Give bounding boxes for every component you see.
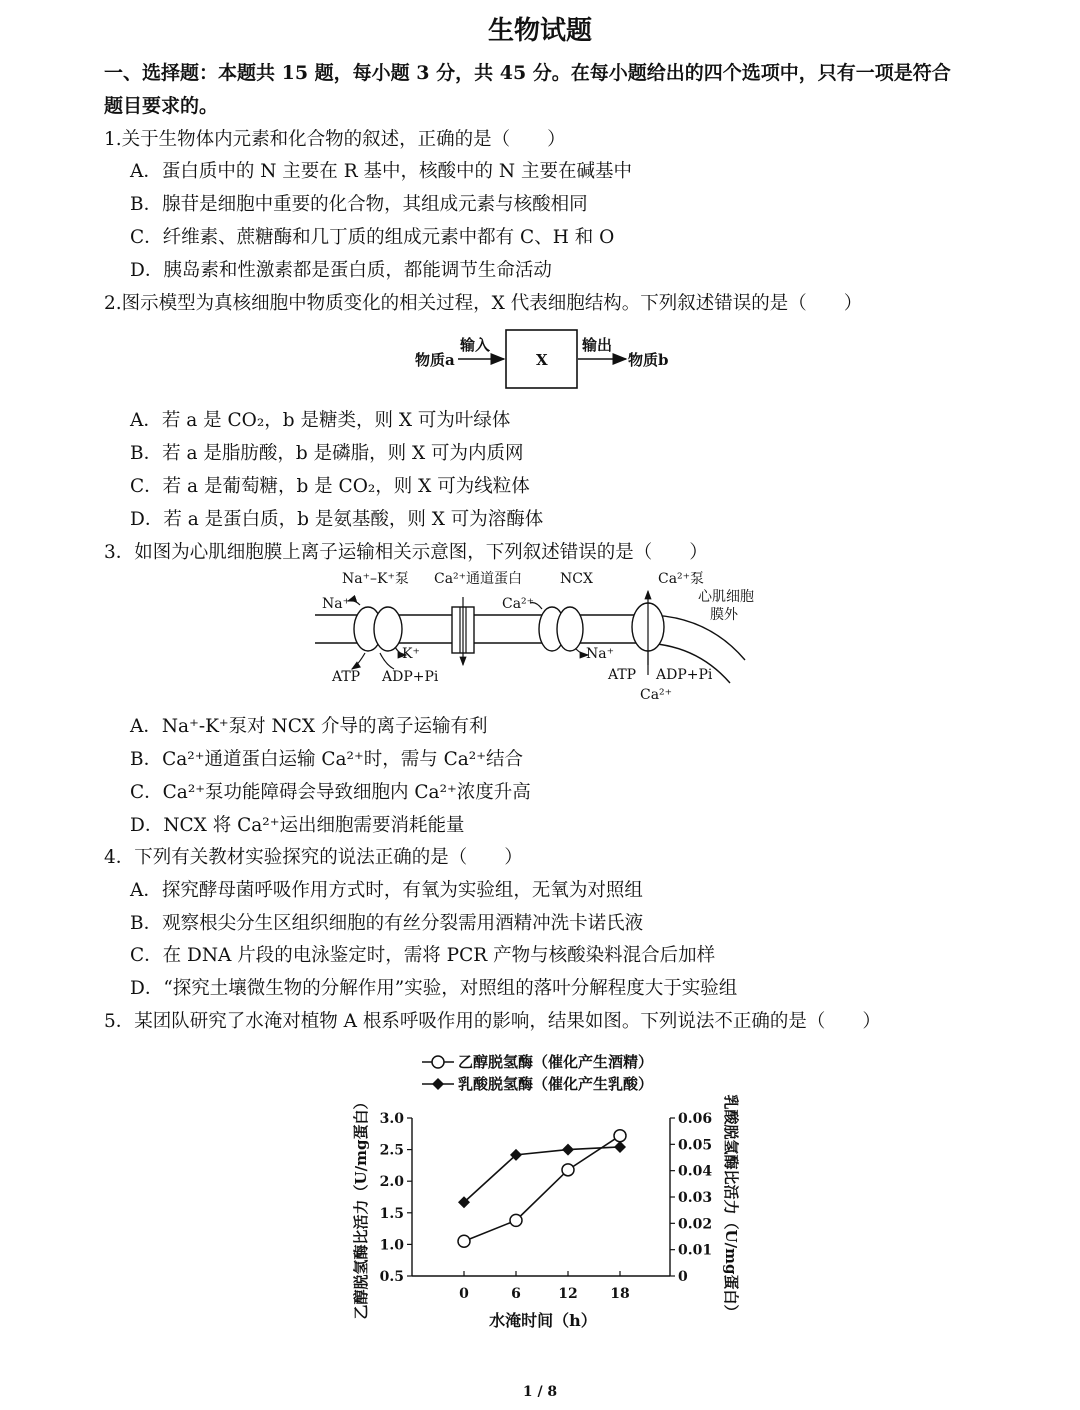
section-heading-line1: 一、选择题：本题共 15 题，每小题 3 分，共 45 分。在每小题给出的四个选项中，只有一项是符合 [104,62,951,84]
left-tick-label: 1.5 [379,1205,404,1222]
q1-stem: 1.关于生物体内元素和化合物的叙述，正确的是（ ） [104,129,566,150]
right-tick-label: 0.05 [678,1137,713,1154]
outside-label-line1: 心肌细胞 [698,589,754,605]
q4-stem: 4．下列有关教材实验探究的说法正确的是（ ） [104,847,523,868]
x-tick-label: 6 [511,1286,521,1302]
page-title: 生物试题 [487,16,592,46]
q2-stem: 2.图示模型为真核细胞中物质变化的相关过程，X 代表细胞结构。下列叙述错误的是（ ） [104,293,863,314]
legend-marker-circle [432,1056,444,1068]
ca-channel-label: Ca²⁺通道蛋白 [434,571,523,587]
ncx-right-half [557,607,583,651]
q3-option-b: B．Ca²⁺通道蛋白运输 Ca²⁺时，需与 Ca²⁺结合 [130,749,523,770]
x-tick-label: 12 [558,1286,578,1302]
q3-option-d: D．NCX 将 Ca²⁺运出细胞需要消耗能量 [130,815,465,836]
q2-option-a: A．若 a 是 CO₂，b 是糖类，则 X 可为叶绿体 [130,410,511,431]
q2-option-d: D．若 a 是蛋白质，b 是氨基酸，则 X 可为溶酶体 [130,509,544,530]
page-number: 1 / 8 [522,1384,558,1400]
ca-bottom-label: Ca²⁺ [640,687,673,703]
q4-option-d: D．“探究土壤微生物的分解作用”实验，对照组的落叶分解程度大于实验组 [130,978,738,999]
left-tick-label: 1.0 [379,1237,404,1254]
q2-option-b: B．若 a 是脂肪酸，b 是磷脂，则 X 可为内质网 [130,443,524,464]
ethanol-data-point [562,1164,574,1176]
ncx-label: NCX [560,571,593,587]
q2-input-label: 输入 [460,336,491,354]
q3-membrane-diagram [310,565,760,705]
left-tick-label: 3.0 [379,1111,404,1127]
legend-marker-diamond [432,1078,444,1090]
lactate-data-point [562,1144,574,1156]
ca-pump-label: Ca²⁺泵 [658,571,705,587]
na-ncx-label: Na⁺ [586,646,614,662]
ethanol-data-point [510,1214,522,1226]
q1-option-d: D．胰岛素和性激素都是蛋白质，都能调节生命活动 [130,260,552,281]
x-axis-label: 水淹时间（h） [489,1311,597,1330]
left-axis-label: 乙醇脱氢酶比活力（U/mg蛋白） [352,1094,370,1320]
legend-label-0: 乙醇脱氢酶（催化产生酒精） [458,1053,654,1071]
q2-substance-a-label: 物质a [415,351,455,369]
adp2-label: ADP+Pi [656,667,713,683]
series-line-1 [464,1147,620,1202]
right-tick-label: 0 [678,1269,688,1285]
na-k-pump-label: Na⁺–K⁺泵 [342,571,409,587]
q1-option-b: B．腺苷是细胞中重要的化合物，其组成元素与核酸相同 [130,194,588,215]
q3-option-a: A．Na⁺-K⁺泵对 NCX 介导的离子运输有利 [130,716,488,737]
right-tick-label: 0.06 [678,1111,713,1127]
q4-option-c: C．在 DNA 片段的电泳鉴定时，需将 PCR 产物与核酸染料混合后加样 [130,945,716,966]
right-tick-label: 0.02 [678,1216,713,1233]
q2-x-label: X [536,351,548,369]
q3-stem: 3．如图为心肌细胞膜上离子运输相关示意图，下列叙述错误的是（ ） [104,542,708,563]
ethanol-data-point [458,1235,470,1247]
section-heading-line2: 题目要求的。 [104,95,219,117]
q5-line-chart [340,1040,760,1340]
k-label: K⁺ [402,646,420,662]
left-tick-label: 2.5 [379,1142,404,1159]
right-tick-label: 0.01 [678,1242,713,1259]
x-tick-label: 18 [610,1286,630,1302]
left-tick-label: 0.5 [379,1269,404,1285]
outside-label-line2: 膜外 [710,607,738,623]
legend-label-1: 乳酸脱氢酶（催化产生乳酸） [458,1075,654,1093]
adp1-label: ADP+Pi [382,669,439,685]
q5-stem: 5．某团队研究了水淹对植物 A 根系呼吸作用的影响，结果如图。下列说法不正确的是（ ） [104,1011,881,1032]
na-k-pump-right-half [374,607,402,651]
q2-process-diagram [400,322,700,397]
x-tick-label: 0 [459,1286,469,1302]
q2-option-c: C．若 a 是葡萄糖，b 是 CO₂，则 X 可为线粒体 [130,476,530,497]
ethanol-data-point [614,1130,626,1142]
right-tick-label: 0.04 [678,1163,713,1180]
q4-option-b: B．观察根尖分生区组织细胞的有丝分裂需用酒精冲洗卡诺氏液 [130,913,644,934]
right-axis-label: 乳酸脱氢酶比活力（U/mg蛋白） [722,1094,740,1320]
lactate-data-point [614,1141,626,1153]
q4-option-a: A．探究酵母菌呼吸作用方式时，有氧为实验组，无氧为对照组 [130,880,643,901]
q1-option-a: A．蛋白质中的 N 主要在 R 基中，核酸中的 N 主要在碱基中 [130,161,632,182]
q3-option-c: C．Ca²⁺泵功能障碍会导致细胞内 Ca²⁺浓度升高 [130,782,531,803]
right-tick-label: 0.03 [678,1190,713,1206]
q1-option-c: C．纤维素、蔗糖酶和几丁质的组成元素中都有 C、H 和 O [130,227,615,248]
left-tick-label: 2.0 [379,1174,404,1191]
atp2-label: ATP [608,667,637,683]
ca-ncx-label: Ca²⁺ [502,596,535,612]
q2-output-label: 输出 [582,336,613,354]
na-top-label: Na⁺ [322,596,350,612]
atp1-label: ATP [332,669,361,685]
q2-substance-b-label: 物质b [628,351,669,369]
